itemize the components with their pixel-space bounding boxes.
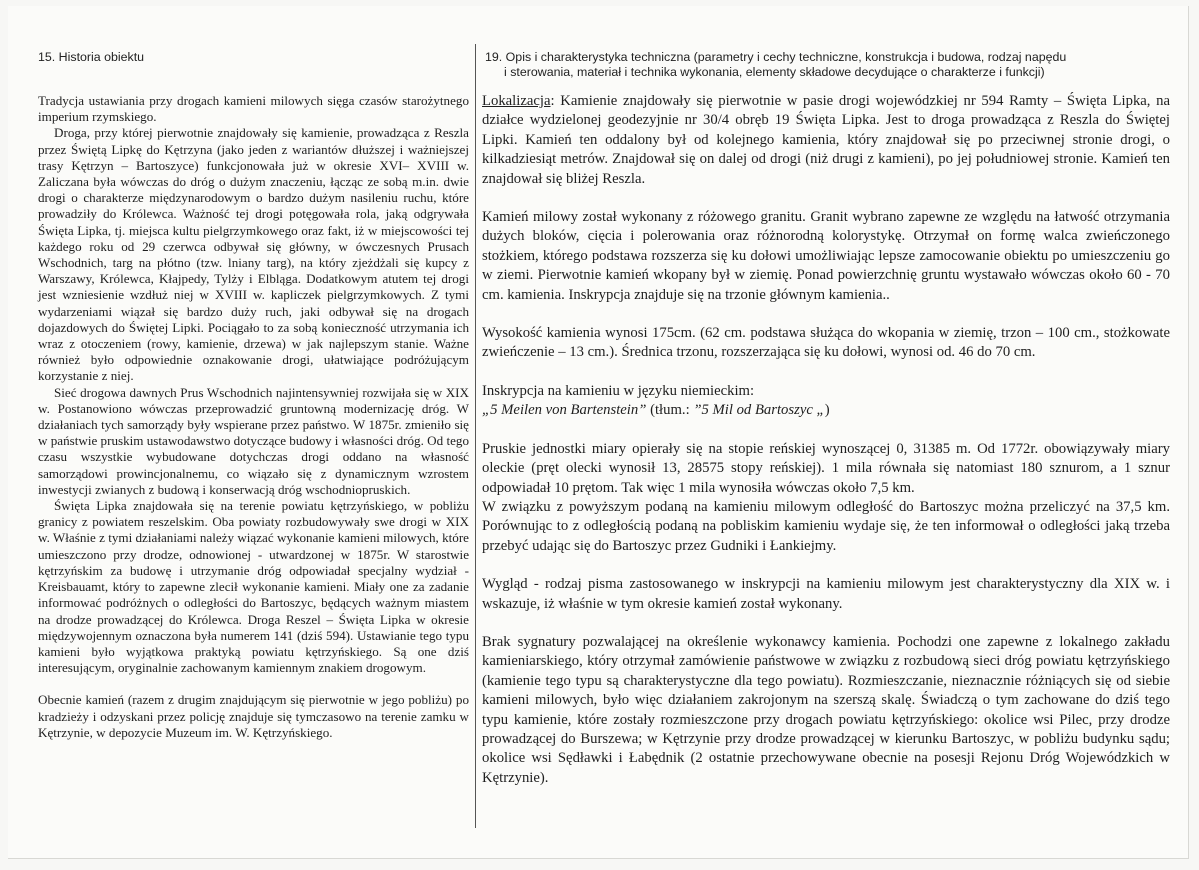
history-text — [38, 93, 469, 741]
history-paragraph-2: Droga, przy której pierwotnie znajdowały się kamienie, prowadząca z Reszla przez Świętą Lipkę do Kętrzyna (jako jeden z wariantów dłuższej i ważniejszej trasy Kętrzyn – Bartoszyce) funkcjonowała już w okresie XVI– XVIII w. Zaliczana była wówczas do dróg o dużym znaczeniu, łącząc ze sobą m.in. dwie drogi o charakterze międzynarodowym o bardzo dużym nasileniu ruchu, które prowadziły do Królewca. Ważność tej drogi potęgowała rola, jaką odgrywała Święta Lipka, tj. miejsca kultu pielgrzymkowego oraz fakt, iż w miejscowości tej każdego roku od 29 czerwca odbywał się główny, w ówczesnych Prusach Wschodnich, targ na płótno (tzw. lniany targ), na który zjeżdżali się kupcy z Warszawy, Królewca, Kłajpedy, Tylży i Elbląga. Dodatkowym atutem tej drogi jest wzniesienie wzdłuż niej w XVIII w. kapliczek pielgrzymkowych. Z tymi wydarzeniami wiązał się bardzo duży ruch, jaki odbywał się na drogach dojazdowych do Świętej Lipki. Pociągało to za sobą konieczność utrzymania ich wraz z otoczeniem (rowy, kamienie, drzewa) w jak najlepszym stanie. Ważne również było odpowiednie oznakowanie drogi, ułatwiające podróżującym korzystanie z niej. — [38, 125, 469, 384]
maker-paragraph: Brak sygnatury pozwalającej na określenie wykonawcy kamienia. Pochodzi one zapewne z lokalnego zakładu kamieniarskiego, który otrzymał zamówienie państwowe w związku z rozbudową sieci dróg powiatu kętrzyńskiego (kamienie tego typu są charakterystyczne dla tego powiatu). Rozmieszczanie, nieznacznie różniących się od siebie kamieni milowych, było więc działaniem zakrojonym na szerszą skalę. Świadczą o tym zachowane do dziś tego typu kamienie, które zostały rozmieszczone przy drogach powiatu kętrzyńskiego: okolice wsi Pilec, przy drodze prowadzącej do Burszewa; w Kętrzynie przy drodze prowadzącej w kierunku Bartoszyc, w pobliżu budynku sądu; okolice wsi Sędławki i Łabędnik (2 ostatnie przechowywane obecnie na posesji Rejonu Dróg Wojewódzkich w Kętrzynie). — [482, 633, 1170, 786]
dimensions-paragraph: Wysokość kamienia wynosi 175cm. (62 cm. podstawa służąca do wkopania w ziemię, trzon – 100 cm., stożkowate zwieńczenie – 13 cm.). Średnica trzonu, rozszerzająca się ku dołowi, wynosi od. 46 do 70 cm. — [482, 325, 1170, 361]
description-text — [482, 92, 1170, 807]
section-19-header — [485, 50, 1175, 80]
inscription-end: ) — [824, 402, 830, 419]
section-19-header-line2: i sterowania, materiał i technika wykonania, elementy składowe decydujące o charakterze i funkcji) — [504, 65, 1045, 79]
inscription-translation: ”5 Mil od Bartoszyc „ — [693, 402, 825, 419]
inscription-intro: Inskrypcja na kamieniu w języku niemieckim: — [482, 382, 755, 399]
history-paragraph-1: Tradycja ustawiania przy drogach kamieni milowych sięga czasów starożytnego imperium rzymskiego. — [38, 93, 469, 125]
distance-paragraph: W związku z powyższym podaną na kamieniu milowym odległość do Bartoszyc można przeliczyć na 37,5 km. Porównując to z odległością podaną na pobliskim kamieniu wydaje się, że ten informował o odległości jaką trzeba przebyć udając się do Bartoszyc przez Gudniki i Łankiejmy. — [482, 498, 1170, 554]
units-paragraph: Pruskie jednostki miary opierały się na stopie reńskiej wynoszącej 0, 31385 m. Od 1772r. obowiązywały miary oleckie (pręt olecki wynosił 13, 28575 stopy reńskiej). 1 mila równała się natomiast 180 sznurom, a 1 sznur odpowiadał 10 prętom. Tak więc 1 mila wynosiła wówczas około 7,5 km. — [482, 440, 1170, 496]
location-label: Lokalizacja — [482, 93, 551, 109]
appearance-paragraph: Wygląd - rodzaj pisma zastosowanego w inskrypcji na kamieniu milowym jest charakterystyczny dla XIX w. i wskazuje, iż właśnie w tym okresie kamień został wykonany. — [482, 576, 1170, 612]
history-paragraph-5: Obecnie kamień (razem z drugim znajdującym się pierwotnie w jego pobliżu) po kradzieży i odzyskani przez policję znajduje się tymczasowo na terenie zamku w Kętrzynie, w depozycie Muzeum im. W. Kętrzyńskiego. — [38, 692, 469, 740]
history-paragraph-4: Święta Lipka znajdowała się na terenie powiatu kętrzyńskiego, w pobliżu granicy z powiatem reszelskim. Oba powiaty rozbudowywały swe drogi w XIX w. Właśnie z tymi działaniami należy wiązać wykonanie kamieni milowych, które umieszczono przy drodze, odnowionej - utwardzonej w 1875r. W starostwie kętrzyńskim za budowę i utrzymanie dróg odpowiadał specjalny wydział - Kreisbauamt, który to zapewne zlecił wykonanie kamieni. Miały one za zadanie informować podróżnych o odległości do Bartoszyc, będących ważnym miastem na drodze prowadzącej do Królewca. Droga Reszel – Święta Lipka w okresie międzywojennym oznaczona była numerem 141 (dziś 594). Ustawianie tego typu kamieni było wyjątkowa praktyką powiatu kętrzyńskiego. Są one dziś interesującym, oryginalnie zachowanym kamiennym znakiem drogowym. — [38, 498, 469, 676]
location-text: : Kamienie znajdowały się pierwotnie w pasie drogi wojewódzkiej nr 594 Ramty – Święta Lipka, na działce wydzielonej geodezyjnie nr 30/4 obręb 19 Święta Lipka. Jest to droga prowadząca z Reszla do Świętej Lipki. Kamień ten oddalony był od kolejnego kamienia, który znajdował się po przeciwnej stronie drogi, o kilkadziesiąt metrów. Znajdował się on dalej od drogi (niż drugi z kamieni), po jej południowej stronie. Kamień ten znajdował się bliżej Reszla. — [482, 93, 1170, 187]
inscription-paragraph — [482, 382, 1170, 421]
column-divider — [475, 44, 476, 828]
section-15-header: 15. Historia obiektu — [38, 50, 145, 64]
section-19-header-line1: 19. Opis i charakterystyka techniczna (parametry i cechy techniczne, konstrukcja i budowa, rodzaj napędu — [485, 50, 1067, 64]
location-paragraph — [482, 92, 1170, 189]
inscription-mid: (tłum.: — [646, 402, 694, 419]
history-paragraph-3: Sieć drogowa dawnych Prus Wschodnich najintensywniej rozwijała się w XIX w. Postanowiono wówczas przeprowadzić gruntowną modernizację dróg. W działaniach tych samorządy były wspierane przez państwo. W 1875r. zmieniło się w państwie pruskim ustawodawstwo dotyczące budowy i własności dróg. Od tego czasu wszystkie wybudowane dotychczas drogi oddano na własność samorządowi prowincjonalnemu, co wiązało się z dynamicznym wzrostem inwestycji zwianych z budową i konserwacją dróg wschodniopruskich. — [38, 384, 469, 497]
inscription-german: „5 Meilen von Bartenstein” — [482, 402, 647, 419]
document-page — [8, 6, 1189, 859]
material-paragraph: Kamień milowy został wykonany z różowego granitu. Granit wybrano zapewne ze względu na łatwość otrzymania dużych bloków, cięcia i polerowania oraz różnorodną kolorystykę. Otrzymał on formę walca zwieńczonego stożkiem, którego podstawa rozszerza się ku dołowi umożliwiając lepsze zamocowanie obiektu po umieszczeniu go w ziemi. Pierwotnie kamień wkopany był w ziemię. Ponad powierzchnię gruntu wystawało wówczas około 60 - 70 cm. kamienia. Inskrypcja znajduje się na trzonie głównym kamienia.. — [482, 209, 1170, 303]
